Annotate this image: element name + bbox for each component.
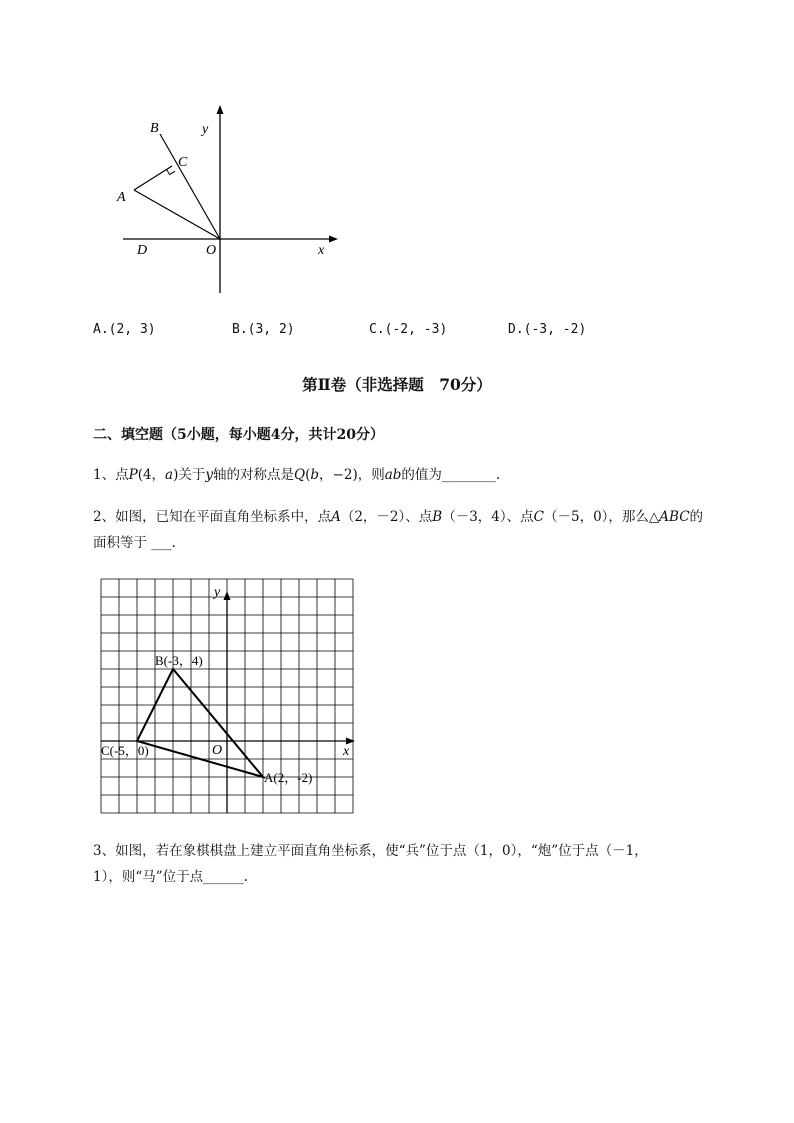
ray-OB <box>160 134 220 239</box>
q1-text: 1、点 <box>93 467 129 483</box>
q2-line-1 <box>93 504 753 530</box>
label-O: O <box>206 243 217 258</box>
q1-text: ( <box>305 467 311 483</box>
q2-var-C: C <box>533 509 544 525</box>
figure-1-angle-diagram <box>110 100 350 300</box>
label-x: x <box>343 744 350 759</box>
q2-text: 的 <box>689 509 704 525</box>
option-letter: C. <box>369 322 385 337</box>
question-1 <box>93 462 753 488</box>
x-axis-arrow <box>329 236 338 243</box>
label-C: C <box>178 155 188 170</box>
q1-text: 轴的对称点是 <box>213 467 295 483</box>
option-text: (2, 3) <box>108 322 156 337</box>
q1-text: (4， <box>137 467 166 483</box>
label-point-B: B(-3，4) <box>155 653 203 668</box>
q2-text: 2、如图，已知在平面直角坐标系中，点 <box>93 509 332 525</box>
q1-var-b: b <box>310 467 320 483</box>
figure-2-grid-triangle <box>98 576 358 816</box>
q2-var-A: A <box>331 509 341 525</box>
label-point-C: C(-5，0) <box>101 743 149 758</box>
section-title: 第Ⅱ卷（非选择题 70分） <box>302 375 492 394</box>
option-c[interactable] <box>369 322 447 337</box>
q1-text: )关于 <box>173 467 206 483</box>
q1-text: ，−2)，则 <box>319 467 385 483</box>
label-D: D <box>137 243 148 258</box>
label-x: x <box>318 243 325 258</box>
label-A: A <box>117 190 126 205</box>
label-y: y <box>202 122 209 137</box>
part-heading: 二、填空题（5小题，每小题4分，共计20分） <box>93 427 384 443</box>
q3-line-1: 3、如图，若在象棋棋盘上建立平面直角坐标系，使“兵”位于点（1，0），“炮”位于点（－1， <box>93 843 648 859</box>
q3-line-2: 1），则“马”位于点______. <box>93 869 248 885</box>
q1-var-P: P <box>128 467 138 483</box>
label-B: B <box>150 121 159 136</box>
segment-OA <box>134 190 220 239</box>
label-O: O <box>212 743 223 758</box>
q2-var-ABC: ABC <box>659 509 690 525</box>
q2-text: （－3，4）、点 <box>442 509 534 525</box>
q2-var-B: B <box>432 509 443 525</box>
option-letter: A. <box>93 322 109 337</box>
q1-var-ab: ab <box>384 467 402 483</box>
q1-var-Q: Q <box>294 467 306 483</box>
q1-var-a: a <box>165 467 174 483</box>
y-axis-arrow <box>217 105 224 114</box>
option-b[interactable] <box>232 322 295 337</box>
option-text: (3, 2) <box>247 322 295 337</box>
label-point-A: A(2，-2) <box>264 770 313 785</box>
q1-text: 的值为________. <box>401 467 501 483</box>
option-text: (-2, -3) <box>384 322 448 337</box>
option-letter: D. <box>508 322 524 337</box>
q2-text: （－5，0），那么△ <box>543 509 660 525</box>
question-2 <box>93 504 753 556</box>
option-letter: B. <box>232 322 248 337</box>
q2-text: （2，－2）、点 <box>340 509 433 525</box>
right-angle-mark <box>167 169 175 174</box>
y-axis-arrow <box>224 591 231 600</box>
q2-line-2: 面积等于 ___. <box>93 535 176 551</box>
label-y: y <box>214 585 221 600</box>
question-3 <box>93 838 753 890</box>
option-text: (-3, -2) <box>523 322 587 337</box>
q1-var-y: y <box>205 467 214 483</box>
option-a[interactable] <box>93 322 156 337</box>
option-d[interactable] <box>508 322 586 337</box>
